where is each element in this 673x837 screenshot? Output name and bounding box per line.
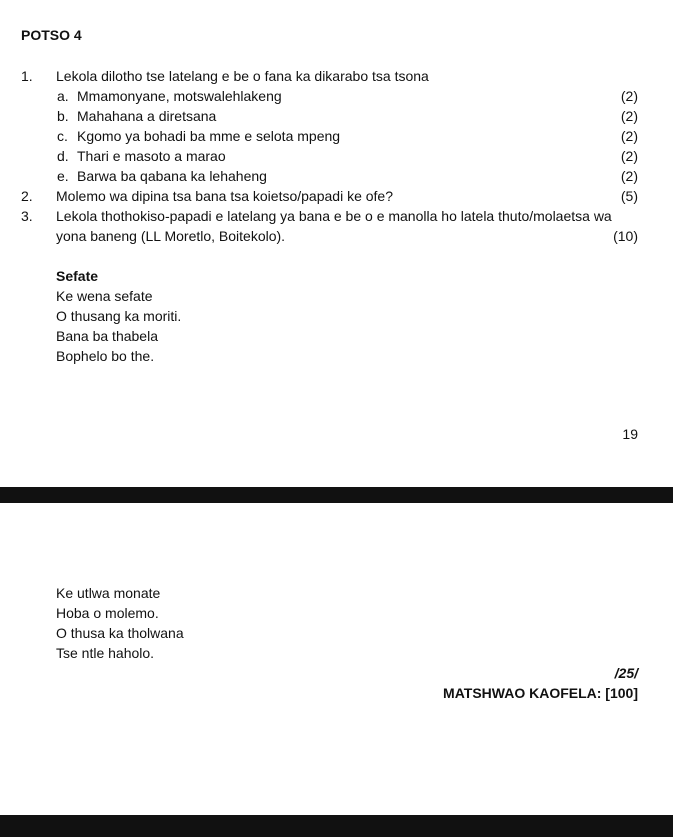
question-1: [0, 66, 673, 86]
poem-title: Sefate: [56, 268, 99, 284]
sub-question-a: [0, 86, 673, 106]
poem-line-text: O thusang ka moriti.: [56, 308, 182, 324]
sub-letter: b.: [57, 108, 69, 124]
poem-line: [0, 623, 673, 643]
question-text: Lekola thothokiso-papadi e latelang ya bana e be o e manolla ho latela thuto/molaetsa wa: [56, 208, 612, 224]
poem-line-text: Hoba o molemo.: [56, 605, 159, 621]
sub-question-b: [0, 106, 673, 126]
section-heading: POTSO 4: [21, 27, 82, 43]
sub-text: Mahahana a diretsana: [77, 108, 217, 124]
marks: (2): [620, 148, 638, 164]
poem-line: [0, 346, 673, 366]
sub-letter: d.: [57, 148, 69, 164]
question-text: Molemo wa dipina tsa bana tsa koietso/papadi ke ofe?: [56, 188, 393, 204]
poem-line: [0, 583, 673, 603]
page-number: 19: [622, 426, 638, 442]
sub-question-c: [0, 126, 673, 146]
sub-text: Kgomo ya bohadi ba mme e selota mpeng: [77, 128, 341, 144]
poem-line-text: Ke utlwa monate: [56, 585, 161, 601]
question-number: 1.: [21, 68, 33, 84]
question-2: [0, 186, 673, 206]
sub-text: Mmamonyane, motswalehlakeng: [77, 88, 282, 104]
marks: (2): [620, 88, 638, 104]
poem-line-text: O thusa ka tholwana: [56, 625, 184, 641]
poem-line: [0, 643, 673, 663]
question-text-line-2: yona baneng (LL Moretlo, Boitekolo).: [56, 228, 286, 244]
marks: (5): [620, 188, 638, 204]
poem-line: [0, 286, 673, 306]
marks: (10): [613, 228, 638, 244]
marks: (2): [620, 108, 638, 124]
question-number: 3.: [21, 208, 33, 224]
page-divider: [0, 487, 673, 503]
section-total: /25/: [614, 665, 638, 681]
sub-letter: a.: [57, 88, 69, 104]
sub-letter: e.: [57, 168, 69, 184]
marks: (2): [620, 168, 638, 184]
poem-line: [0, 306, 673, 326]
sub-text: Thari e masoto a marao: [77, 148, 226, 164]
poem-line: [0, 603, 673, 623]
poem-line: [0, 326, 673, 346]
question-number: 2.: [21, 188, 33, 204]
bottom-bar: [0, 815, 673, 837]
poem-line-text: Ke wena sefate: [56, 288, 153, 304]
poem-line-text: Tse ntle haholo.: [56, 645, 155, 661]
question-3-continued: [0, 226, 673, 246]
poem-line-text: Bana ba thabela: [56, 328, 158, 344]
grand-total: MATSHWAO KAOFELA: [100]: [443, 685, 638, 701]
sub-text: Barwa ba qabana ka lehaheng: [77, 168, 267, 184]
sub-question-d: [0, 146, 673, 166]
marks: (2): [620, 128, 638, 144]
poem-title-row: [0, 266, 673, 286]
question-3: [0, 206, 673, 226]
question-text: Lekola dilotho tse latelang e be o fana ka dikarabo tsa tsona: [56, 68, 429, 84]
poem-line-text: Bophelo bo the.: [56, 348, 155, 364]
sub-letter: c.: [57, 128, 68, 144]
sub-question-e: [0, 166, 673, 186]
